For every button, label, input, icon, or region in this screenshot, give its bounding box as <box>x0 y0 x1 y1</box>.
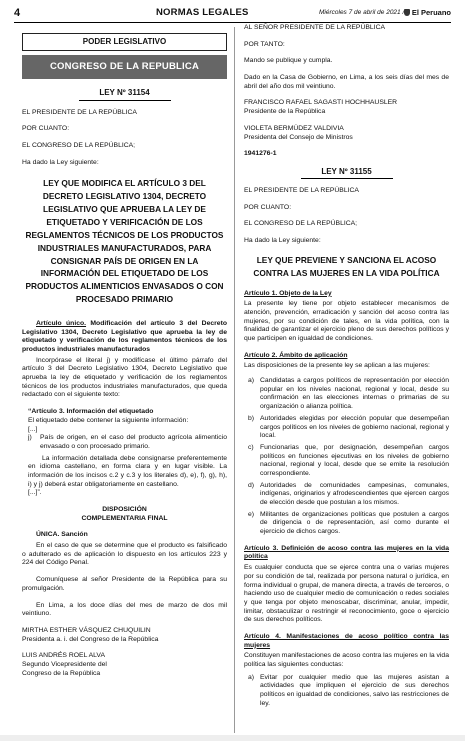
disposicion-heading: DISPOSICIÓN <box>102 506 147 514</box>
quote-tail: La información detallada debe consignarse preferentemente en idioma castellano, en forma clara y en lugar visible. La información de los incisos c.2 y c.3 y los literales d), e), f), g), h), i) y j) deberá estar obligatoriamente en castellano. <box>28 454 227 488</box>
article-2-heading: Artículo 2. Ámbito de aplicación <box>244 351 348 359</box>
list-item <box>248 511 449 537</box>
quote-item-j <box>28 434 227 451</box>
item-text: Candidatas a cargos políticos de representación por elección popular en los niveles nacional, regional y local, desde su confirmación en las elecciones internas o primarias de su organización o alianza política. <box>260 377 449 411</box>
item-label: j) <box>28 434 32 442</box>
quoted-article <box>22 408 227 498</box>
law-title: LEY QUE PREVIENE Y SANCIONA EL ACOSO CONTRA LAS MUJERES EN LA VIDA POLÍTICA <box>253 254 440 278</box>
signature-block <box>244 125 449 142</box>
dado-line: Dado en la Casa de Gobierno, en Lima, a los seis días del mes de abril del año dos mil veintiuno. <box>244 74 449 90</box>
signatory-name: FRANCISCO RAFAEL SAGASTI HOCHHAUSLER <box>244 99 398 107</box>
signatory-name: LUIS ANDRÉS ROEL ALVA <box>22 652 105 660</box>
list-item <box>248 377 449 412</box>
issue-date: Miércoles 7 de abril de 2021 / <box>319 9 405 16</box>
congreso-line: EL CONGRESO DE LA REPÚBLICA; <box>22 142 136 149</box>
article-4-list <box>248 674 449 709</box>
item-text: País de origen, en el caso del producto agrícola alimenticio envasado o con procesado primario. <box>40 434 227 450</box>
article-unico-title: Modificación del artículo 3 del Decreto Legislativo 1304, Decreto Legislativo que aprueba la ley de etiquetado y verificación de los reglamentos técnicos de los productos industriales manufacturados <box>22 319 227 354</box>
president-line: EL PRESIDENTE DE LA REPÚBLICA <box>22 108 137 116</box>
signatory-title: Congreso de la República <box>22 669 101 677</box>
article-2-body: Las disposiciones de la presente ley se aplican a las mujeres: <box>244 362 430 370</box>
signatory-title: Presidenta a. i. del Congreso de la República <box>22 635 159 643</box>
quote-line: El etiquetado debe contener la siguiente información: <box>28 416 189 424</box>
signatory-title: Presidente de la República <box>244 108 326 116</box>
ha-dado-line: Ha dado la Ley siguiente: <box>22 158 99 166</box>
signatory-name: VIOLETA BERMÚDEZ VALDIVIA <box>244 124 344 132</box>
por-tanto: POR TANTO: <box>244 40 285 48</box>
article-2-list <box>248 377 449 537</box>
article-3-heading: Artículo 3. Definición de acoso contra las mujeres en la vida política <box>244 544 449 561</box>
al-senor-line: AL SEÑOR PRESIDENTE DE LA REPÚBLICA <box>244 24 386 31</box>
header-rule <box>14 22 451 23</box>
article-1-body: La presente ley tiene por objeto establecer mecanismos de atención, prevención, erradicación y sanción del acoso contra las mujeres, por su condición de tales, en la vida política, con la finalidad de garantizar el ejercicio pleno de sus derechos políticos y que participen en igualdad de condiciones. <box>244 300 449 343</box>
page-bottom-edge <box>0 735 465 741</box>
organ-banner: CONGRESO DE LA REPUBLICA <box>22 55 227 79</box>
por-cuanto: POR CUANTO: <box>22 125 70 133</box>
sancion-heading: ÚNICA. Sanción <box>36 531 88 539</box>
por-cuanto: POR CUANTO: <box>244 203 292 211</box>
signature-block <box>22 652 227 678</box>
mando-line: Mando se publique y cumpla. <box>244 57 333 65</box>
list-item <box>248 674 449 709</box>
comuniquese: Comuníquese al señor Presidente de la República para su promulgación. <box>22 576 227 592</box>
signature-block <box>244 99 449 116</box>
list-item <box>248 415 449 441</box>
brand-logo <box>404 8 451 17</box>
item-text: Evitar por cualquier medio que las mujeres asistan a actividades que impliquen el ejercicio de sus derechos políticos en igualdad de condiciones, salvo las restricciones de ley. <box>260 673 449 707</box>
article-4-heading: Artículo 4. Manifestaciones de acoso político contra las mujeres <box>244 632 449 649</box>
item-label: a) <box>248 377 255 385</box>
signatory-name: MIRTHA ESTHER VÁSQUEZ CHUQUILIN <box>22 626 151 634</box>
article-3-body: Es cualquier conducta que se ejerce contra una o varias mujeres por su condición de tal, realizada por persona natural o jurídica, en forma individual o grupal, de manera directa, a través de terceros, o haciendo uso de cualquier medio de comunicación o redes sociales y que tenga por objeto menoscabar, discriminar, anular, impedir, limitar, obstaculizar o restringir el reconocimiento, goce o ejercicio de sus derechos políticos. <box>244 564 449 624</box>
president-line: EL PRESIDENTE DE LA REPÚBLICA <box>244 187 359 195</box>
law-title: LEY QUE MODIFICA EL ARTÍCULO 3 DEL DECRETO LEGISLATIVO 1304, DECRETO LEGISLATIVO QUE APRUEBA LA LEY DE ETIQUETADO Y VERIFICACIÓN DE LOS REGLAMENTOS TÉCNICOS DE LOS PRODUCTOS INDUSTRIALES MANUFACTURADOS, PARA CONSIGNAR PAÍS DE ORIGEN EN LA INFORMACIÓN DEL ETIQUETADO DE LOS PRODUCTOS ALIMENTICIOS ENVASADOS O CON PROCESADO PRIMARIO <box>25 178 224 305</box>
item-label: e) <box>248 510 255 518</box>
section-heading: PODER LEGISLATIVO <box>22 33 227 51</box>
article-unico-body: Incorpórase el literal j) y modifícase el último párrafo del artículo 3 del Decreto Legislativo 1304, Decreto Legislativo que aprueba la ley de etiquetado y verificación de los reglamentos técnicos de los productos industriales manufacturados, que queda redactado con el siguiente texto: <box>22 356 227 399</box>
disposicion-subheading: COMPLEMENTARIA FINAL <box>81 514 168 522</box>
right-column <box>244 24 449 711</box>
ha-dado-line: Ha dado la Ley siguiente: <box>244 237 321 245</box>
brand-name: El Peruano <box>411 8 451 17</box>
article-1-heading: Artículo 1. Objeto de la Ley <box>244 289 332 297</box>
item-text: Autoridades de comunidades campesinas, comunales, indígenas, originarios y afrodescendientes que ejercen cargos de elección desde que postulan a los mismos. <box>260 481 449 507</box>
article-unico-heading <box>22 320 227 355</box>
item-label: c) <box>248 443 254 451</box>
quote-heading: “Artículo 3. Información del etiquetado <box>28 408 154 416</box>
article-unico-label: Artículo único. <box>36 319 87 327</box>
list-item <box>248 482 449 508</box>
item-text: Autoridades elegidas por elección popular que desempeñan cargos políticos en los niveles de gobierno nacional, regional y local. <box>260 414 449 440</box>
quote-ellipsis-end: [...]”. <box>28 489 42 497</box>
article-4-body: Constituyen manifestaciones de acoso contra las mujeres en la vida política las siguientes conductas: <box>244 652 449 669</box>
quote-ellipsis: [...] <box>28 425 38 433</box>
emblem-icon <box>404 9 410 16</box>
publication-code: 1941276-1 <box>244 150 277 158</box>
page-number: 4 <box>14 7 21 19</box>
law-number: LEY Nº 31154 <box>79 88 171 100</box>
signatory-title: Segundo Vicepresidente del <box>22 660 107 668</box>
page-header <box>14 7 451 21</box>
item-label: d) <box>248 481 255 489</box>
signature-block <box>22 627 227 644</box>
law-number: LEY Nº 31155 <box>301 167 393 179</box>
list-item <box>248 444 449 479</box>
item-label: b) <box>248 414 255 422</box>
column-divider <box>234 27 235 733</box>
item-text: Militantes de organizaciones políticas que postulen a cargos de dirigencia o de representación, así como durante el ejercicio de dichos cargos. <box>260 510 449 536</box>
publication-name: NORMAS LEGALES <box>156 7 249 18</box>
lima-date-line: En Lima, a los doce días del mes de marzo de dos mil veintiuno. <box>22 601 227 618</box>
left-column <box>22 24 227 686</box>
item-label: a) <box>248 673 255 681</box>
congreso-line: EL CONGRESO DE LA REPÚBLICA; <box>244 220 358 228</box>
sancion-body: En el caso de que se determine que el producto es falsificado o adulterado es de aplicación lo dispuesto en los artículos 223 y 224 del Código Penal. <box>22 542 227 567</box>
item-text: Funcionarias que, por designación, desempeñan cargos políticos en funciones ejecutivas en los niveles de gobierno nacional, regional y local, desde que se emite la resolución correspondiente. <box>260 443 449 477</box>
signatory-title: Presidenta del Consejo de Ministros <box>244 133 353 141</box>
